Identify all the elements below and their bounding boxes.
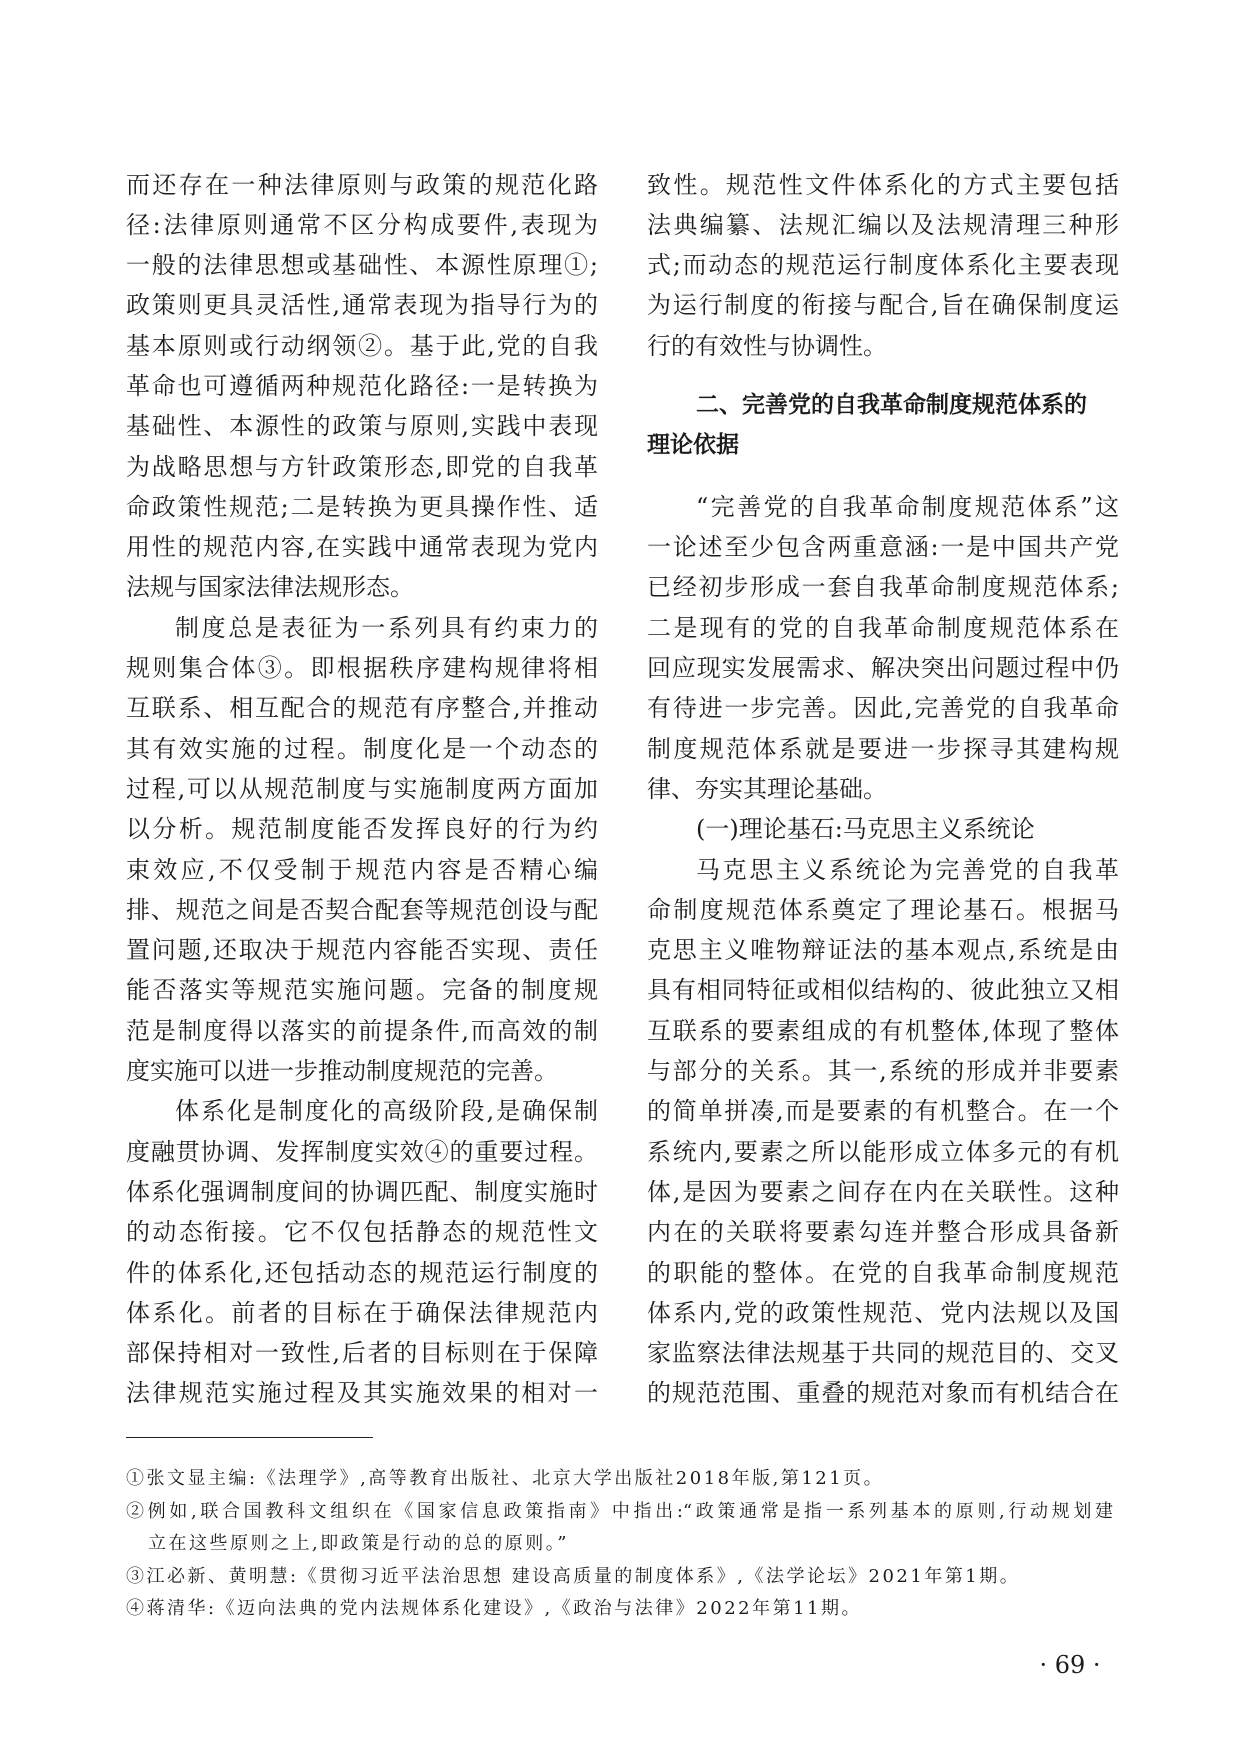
text-line: 排、规范之间是否契合配套等规范创设与配 — [126, 895, 598, 924]
text-line: 能否落实等规范实施问题。完备的制度规 — [126, 976, 598, 1005]
paragraph — [647, 165, 1119, 366]
text-line: 过程,可以从规范制度与实施制度两方面加 — [126, 774, 598, 803]
text-line: 而还存在一种法律原则与政策的规范化路 — [126, 170, 598, 199]
text-line: 互联系、相互配合的规范有序整合,并推动 — [126, 694, 598, 723]
text-line: 克思主义唯物辩证法的基本观点,系统是由 — [647, 936, 1119, 965]
text-line: 革命也可遵循两种规范化路径:一是转换为 — [126, 371, 598, 400]
text-line: 基础性、本源性的政策与原则,实践中表现 — [126, 412, 598, 441]
text-line: 家监察法律法规基于共同的规范目的、交叉 — [647, 1339, 1119, 1368]
text-line: 系统内,要素之所以能形成立体多元的有机 — [647, 1137, 1119, 1166]
text-line: 以分析。规范制度能否发挥良好的行为约 — [126, 815, 598, 844]
text-line: 已经初步形成一套自我革命制度规范体系; — [647, 573, 1119, 602]
text-line: 法律规范实施过程及其实施效果的相对一 — [126, 1379, 598, 1408]
text-line: 回应现实发展需求、解决突出问题过程中仍 — [647, 654, 1119, 683]
text-line: 体,是因为要素之间存在内在关联性。这种 — [647, 1177, 1119, 1206]
text-line: 一论述至少包含两重意涵:一是中国共产党 — [647, 533, 1119, 562]
text-line: 与部分的关系。其一,系统的形成并非要素 — [647, 1057, 1119, 1086]
text-line: 二是现有的党的自我革命制度规范体系在 — [647, 613, 1119, 642]
paragraph — [126, 608, 598, 1092]
text-line: 体系化强调制度间的协调匹配、制度实施时 — [126, 1177, 598, 1206]
text-line: 内在的关联将要素勾连并整合形成具备新 — [647, 1218, 1119, 1247]
text-line: 用性的规范内容,在实践中通常表现为党内 — [126, 533, 598, 562]
text-line: 律、夯实其理论基础。 — [647, 774, 887, 803]
left-column — [126, 165, 598, 1414]
text-line: 制度规范体系就是要进一步探寻其建构规 — [647, 734, 1119, 763]
text-line: 具有相同特征或相似结构的、彼此独立又相 — [647, 976, 1119, 1005]
text-line: 件的体系化,还包括动态的规范运行制度的 — [126, 1258, 598, 1287]
text-line: 的动态衔接。它不仅包括静态的规范性文 — [126, 1218, 598, 1247]
page-number: · 69 · — [1039, 1651, 1101, 1679]
footnote-1: ①张文显主编:《法理学》,高等教育出版社、北京大学出版社2018年版,第121页。 — [126, 1468, 885, 1489]
paragraph — [647, 487, 1119, 809]
footnote-2-continued: 立在这些原则之上,即政策是行动的总的原则。” — [148, 1533, 569, 1554]
text-line: 为战略思想与方针政策形态,即党的自我革 — [126, 452, 598, 481]
text-line: 行的有效性与协调性。 — [647, 331, 887, 360]
text-line: 法规与国家法律法规形态。 — [126, 573, 414, 602]
text-line: 有待进一步完善。因此,完善党的自我革命 — [647, 694, 1119, 723]
subheading — [647, 809, 1119, 849]
text-line: 一般的法律思想或基础性、本源性原理①; — [126, 251, 598, 280]
text-line: 致性。规范性文件体系化的方式主要包括 — [647, 170, 1119, 199]
text-line: 度实施可以进一步推动制度规范的完善。 — [126, 1057, 558, 1086]
text-line: “完善党的自我革命制度规范体系”这 — [696, 492, 1119, 521]
paragraph — [647, 850, 1119, 1414]
text-line: 的规范范围、重叠的规范对象而有机结合在 — [647, 1379, 1119, 1408]
text-line: 基本原则或行动纲领②。基于此,党的自我 — [126, 331, 598, 360]
text-line: 部保持相对一致性,后者的目标则在于保障 — [126, 1339, 598, 1368]
section-heading — [647, 385, 1119, 466]
footnote-divider — [126, 1437, 373, 1438]
text-line: 命制度规范体系奠定了理论基石。根据马 — [647, 895, 1119, 924]
text-line: 制度总是表征为一系列具有约束力的 — [175, 613, 598, 642]
heading-line: 二、完善党的自我革命制度规范体系的 — [696, 392, 1087, 418]
paragraph — [126, 1091, 598, 1413]
text-line: 的简单拼凑,而是要素的有机整合。在一个 — [647, 1097, 1119, 1126]
text-line: 命政策性规范;二是转换为更具操作性、适 — [126, 492, 598, 521]
footnote-4: ④蒋清华:《迈向法典的党内法规体系化建设》,《政治与法律》2022年第11期。 — [126, 1598, 862, 1619]
text-line: 体系内,党的政策性规范、党内法规以及国 — [647, 1298, 1119, 1327]
text-line: 径:法律原则通常不区分构成要件,表现为 — [126, 210, 598, 239]
text-line: 式;而动态的规范运行制度体系化主要表现 — [647, 251, 1119, 280]
paragraph — [126, 165, 598, 608]
text-line: 其有效实施的过程。制度化是一个动态的 — [126, 734, 598, 763]
text-line: 体系化是制度化的高级阶段,是确保制 — [175, 1097, 598, 1126]
text-line: 度融贯协调、发挥制度实效④的重要过程。 — [126, 1137, 598, 1166]
footnote-3: ③江必新、黄明慧:《贯彻习近平法治思想 建设高质量的制度体系》,《法学论坛》2021年第1期。 — [126, 1565, 1021, 1587]
text-line: 为运行制度的衔接与配合,旨在确保制度运 — [647, 291, 1119, 320]
text-line: 束效应,不仅受制于规范内容是否精心编 — [126, 855, 598, 884]
text-line: 置问题,还取决于规范内容能否实现、责任 — [126, 936, 598, 965]
text-line: 政策则更具灵活性,通常表现为指导行为的 — [126, 291, 598, 320]
text-line: 规则集合体③。即根据秩序建构规律将相 — [126, 654, 598, 683]
text-line: 体系化。前者的目标在于确保法律规范内 — [126, 1298, 598, 1327]
text-line: 的职能的整体。在党的自我革命制度规范 — [647, 1258, 1119, 1287]
footnote-2: ②例如,联合国教科文组织在《国家信息政策指南》中指出:“政策通常是指一系列基本的原则,行动规划建 — [126, 1500, 1113, 1522]
subheading-text: (一)理论基石:马克思主义系统论 — [696, 815, 1035, 844]
text-line: 范是制度得以落实的前提条件,而高效的制 — [126, 1016, 598, 1045]
footnotes — [126, 1463, 1113, 1626]
heading-line: 理论依据 — [647, 432, 739, 459]
text-line: 马克思主义系统论为完善党的自我革 — [696, 855, 1119, 884]
text-line: 法典编纂、法规汇编以及法规清理三种形 — [647, 210, 1119, 239]
text-line: 互联系的要素组成的有机整体,体现了整体 — [647, 1016, 1119, 1045]
